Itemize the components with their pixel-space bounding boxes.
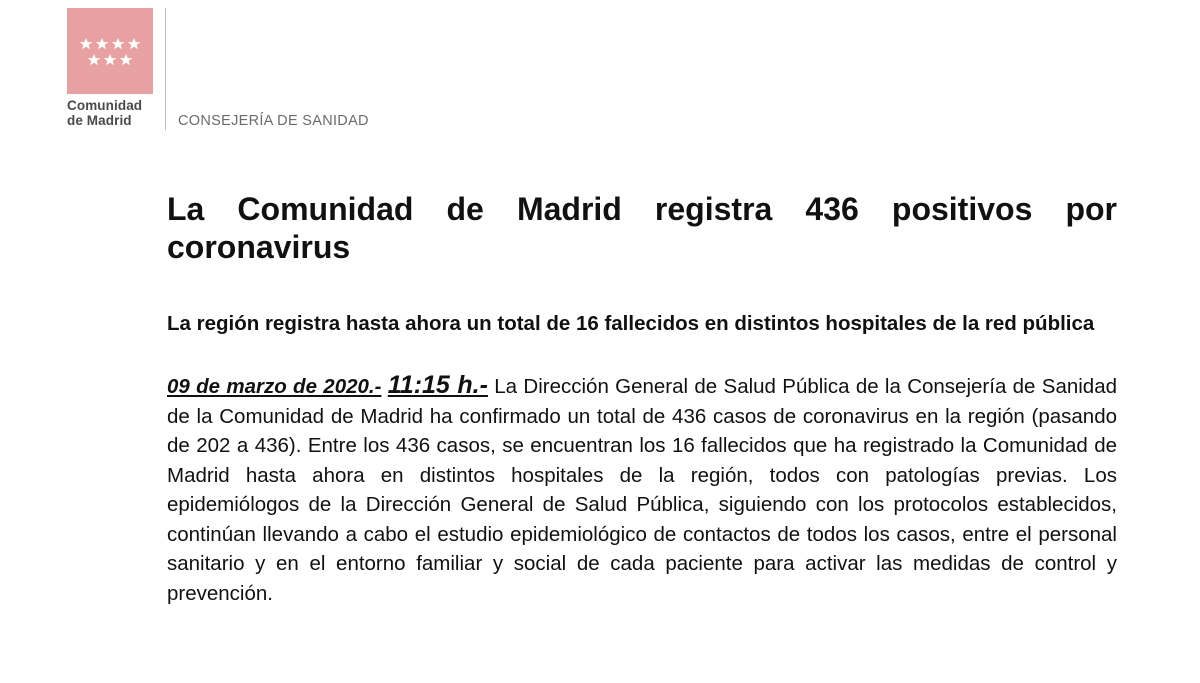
press-release-subtitle: La región registra hasta ahora un total de 16 fallecidos en distintos hospitales de la red pública [167,312,1095,335]
release-time: 11:15 h.- [387,371,488,399]
logo-line-2: de Madrid [67,113,132,128]
seven-stars-icon [67,36,153,70]
body-paragraph: La Dirección General de Salud Pública de la Consejería de Sanidad de la Comunidad de Madrid ha confirmado un total de 436 casos de coronavirus en la región (pasando de 202 a 436). Entre los 436 casos, se encuentran los 16 fallecidos que ha registrado la Comunidad de Madrid hasta ahora en distintos hospitales de la región, todos con patologías previas. Los epidemiólogos de la Dirección General de Salud Pública, siguiendo con los protocolos establecidos, continúan llevando a cabo el estudio epidemiológico de contactos de todos los casos, entre el personal sanitario y en el entorno familiar y social de cada paciente para activar las medidas de control y prevención. [167,375,1118,605]
letterhead [0,0,1200,140]
comunidad-de-madrid-logo [67,8,153,94]
press-release-body [167,371,1117,608]
press-release-title: La Comunidad de Madrid registra 436 positivos por coronavirus [167,191,1117,265]
release-date: 09 de marzo de 2020.- [167,375,382,398]
department-name: CONSEJERÍA DE SANIDAD [178,113,369,129]
logo-line-1: Comunidad [67,98,143,113]
press-release [167,190,1117,608]
logo-wordmark [67,98,162,128]
header-divider [165,8,166,130]
